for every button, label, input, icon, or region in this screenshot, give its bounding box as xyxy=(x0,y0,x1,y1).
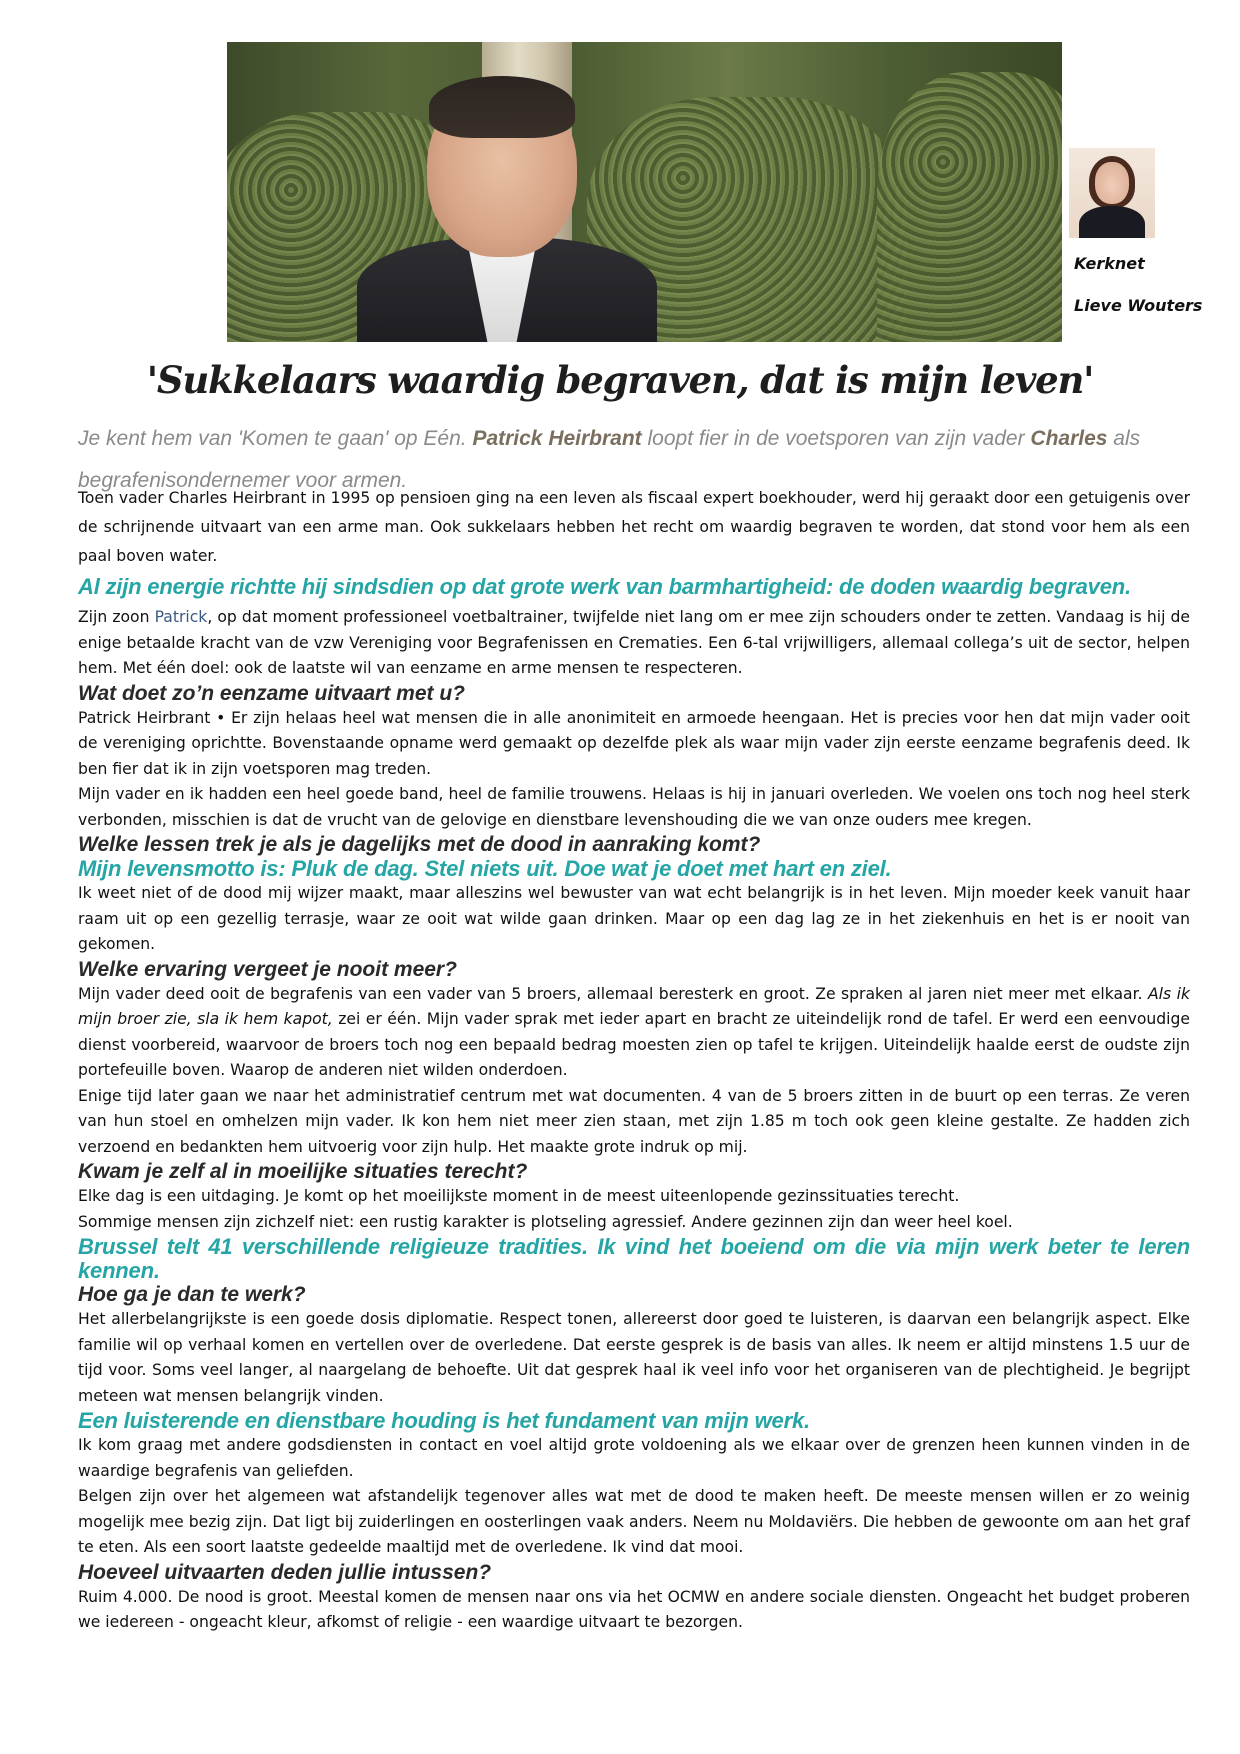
lead-name-charles: Charles xyxy=(1030,427,1108,450)
paragraph: Ik weet niet of de dood mij wijzer maakt, maar alleszins wel bewuster van wat echt belangrijk is in het leven. Mijn moeder keek vanuit haar raam uit op een gezellig terrasje, waar ze ooit wat wilde gaan drinken. Maar op een dag lag ze in het ziekenhuis en het is er nooit van gekomen. xyxy=(78,884,1190,953)
paragraph: Ik kom graag met andere godsdiensten in contact en voel altijd grote voldoening als we elkaar over de grenzen heen kunnen vinden in de waardige begrafenis van geliefden. xyxy=(78,1436,1190,1480)
paragraph: Mijn vader en ik hadden een heel goede band, heel de familie trouwens. Helaas is hij in januari overleden. We voelen ons toch nog heel sterk verbonden, misschien is dat de vrucht van de gelovige en dienstbare levenshouding die we van onze ouders mee kregen. xyxy=(78,785,1190,829)
byline-source: Kerknet xyxy=(1074,254,1145,273)
article-title: 'Sukkelaars waardig begraven, dat is mijn leven' xyxy=(146,358,1094,402)
paragraph: Enige tijd later gaan we naar het administratief centrum met wat documenten. 4 van de 5 broers zitten in de buurt op een terras. Ze veren van hun stoel en omhelzen mijn vader. Ik kon hem niet meer zien staan, met zijn 1.85 m toch ook geen kleine gestalte. Ze hadden zich verzoend en bedankten hem uitvoerig voor zijn hulp. Het maakte grote indruk op mij. xyxy=(78,1086,1190,1156)
pull-quote: Een luisterende en dienstbare houding is het fundament van mijn werk. xyxy=(78,1408,810,1433)
article-body xyxy=(78,484,1190,1636)
lead-name: Patrick Heirbrant xyxy=(472,427,642,450)
question-heading: Hoeveel uitvaarten deden jullie intussen? xyxy=(78,1560,492,1584)
paragraph: Toen vader Charles Heirbrant in 1995 op pensioen ging na een leven als fiscaal expert boekhouder, werd hij geraakt door een getuigenis over de schrijnende uitvaart van een arme man. Ook sukkelaars hebben het recht om waardig begraven te worden, dat stond voor hem als een paal boven water. xyxy=(78,489,1190,565)
question-heading: Kwam je zelf al in moeilijke situaties terecht? xyxy=(78,1160,528,1183)
paragraph: Ruim 4.000. De nood is groot. Meestal komen de mensen naar ons via het OCMW en andere sociale diensten. Ongeacht het budget proberen we iedereen - ongeacht kleur, afkomst of religie - een waardige uitvaart te bezorgen. xyxy=(78,1587,1190,1631)
hero-photo xyxy=(227,42,1062,342)
paragraph: Patrick Heirbrant • Er zijn helaas heel wat mensen die in alle anonimiteit en armoede heengaan. Het is precies voor hen dat mijn vader ooit de vereniging oprichtte. Bovenstaande opname werd gemaakt op dezelfde plek als waar mijn vader zijn eerste eenzame begrafenis deed. Ik ben fier dat ik in zijn voetsporen mag treden. xyxy=(78,708,1190,778)
question-heading: Welke ervaring vergeet je nooit meer? xyxy=(78,957,457,981)
byline-author: Lieve Wouters xyxy=(1074,296,1203,315)
pull-quote: Brussel telt 41 verschillende religieuze tradities. Ik vind het boeiend om die via mijn werk beter te leren kennen. xyxy=(78,1234,1190,1283)
paragraph: Mijn vader deed ooit de begrafenis van een vader van 5 broers, allemaal beresterk en groot. Ze spraken al jaren niet meer met elkaar. Als ik mijn broer zie, sla ik hem kapot, zei er één. Mijn vader sprak met ieder apart en bracht ze uiteindelijk rond de tafel. Er werd een eenvoudige dienst voorbereid, waarvoor de broers toch nog een bepaald bedrag moesten zien op tafel te krijgen. Uiteindelijk haalde eerst de oudste zijn portefeuille boven. Waarop de anderen niet wilden onderdoen. xyxy=(78,984,1190,1079)
paragraph: Zijn zoon Patrick, op dat moment professioneel voetbaltrainer, twijfelde niet lang om er mee zijn schouders onder te zetten. Vandaag is hij de enige betaalde kracht van de vzw Vereniging voor Begrafenissen en Crematies. Een 6-tal vrijwilligers, allemaal collega’s uit de sector, helpen hem. Met één doel: ook de laatste wil van eenzame en arme mensen te respecteren. xyxy=(78,608,1190,677)
author-avatar xyxy=(1069,148,1155,238)
question-heading: Wat doet zo’n eenzame uitvaart met u? xyxy=(78,681,466,705)
paragraph: Elke dag is een uitdaging. Je komt op het moeilijkste moment in de meest uiteenlopende gezinssituaties terecht. xyxy=(78,1187,960,1205)
paragraph: Het allerbelangrijkste is een goede dosis diplomatie. Respect tonen, allereerst door goed te luisteren, is daarvan een belangrijk aspect. Elke familie wil op verhaal komen en vertellen over de overledene. Dat eerste gesprek is de basis van alles. Ik neem er altijd minstens 1.5 uur de tijd voor. Soms veel langer, al naargelang de behoefte. Uit dat gesprek haal ik veel info voor het organiseren van de plechtigheid. Je begrijpt meteen wat mensen belangrijk vinden. xyxy=(78,1310,1190,1405)
hedge-right xyxy=(877,72,1062,342)
question-heading: Welke lessen trek je als je dagelijks met de dood in aanraking komt? xyxy=(78,833,761,856)
pull-quote: Al zijn energie richtte hij sindsdien op dat grote werk van barmhartigheid: de doden waardig begraven. xyxy=(78,574,1131,599)
pull-quote: Mijn levensmotto is: Pluk de dag. Stel niets uit. Doe wat je doet met hart en ziel. xyxy=(78,856,892,881)
portrait-subject xyxy=(337,72,637,342)
paragraph: Sommige mensen zijn zichzelf niet: een rustig karakter is plotseling agressief. Andere gezinnen zijn dan weer heel koel. xyxy=(78,1212,1013,1231)
article-lead: Je kent hem van 'Komen te gaan' op Eén. Patrick Heirbrant loopt fier in de voetsporen van zijn vader Charles als begrafenisondernemer voor armen. xyxy=(78,427,1141,492)
question-heading: Hoe ga je dan te werk? xyxy=(78,1283,306,1306)
paragraph: Belgen zijn over het algemeen wat afstandelijk tegenover alles wat met de dood te maken heeft. De meeste mensen willen er zo weinig mogelijk mee bezig zijn. Dat ligt bij zuiderlingen en oosterlingen vaak anders. Neem nu Moldaviërs. Die hebben de gewoonte om aan het graf te eten. Als een soort laatste gedeelde maaltijd met de overledene. Ik vind dat mooi. xyxy=(78,1487,1190,1556)
